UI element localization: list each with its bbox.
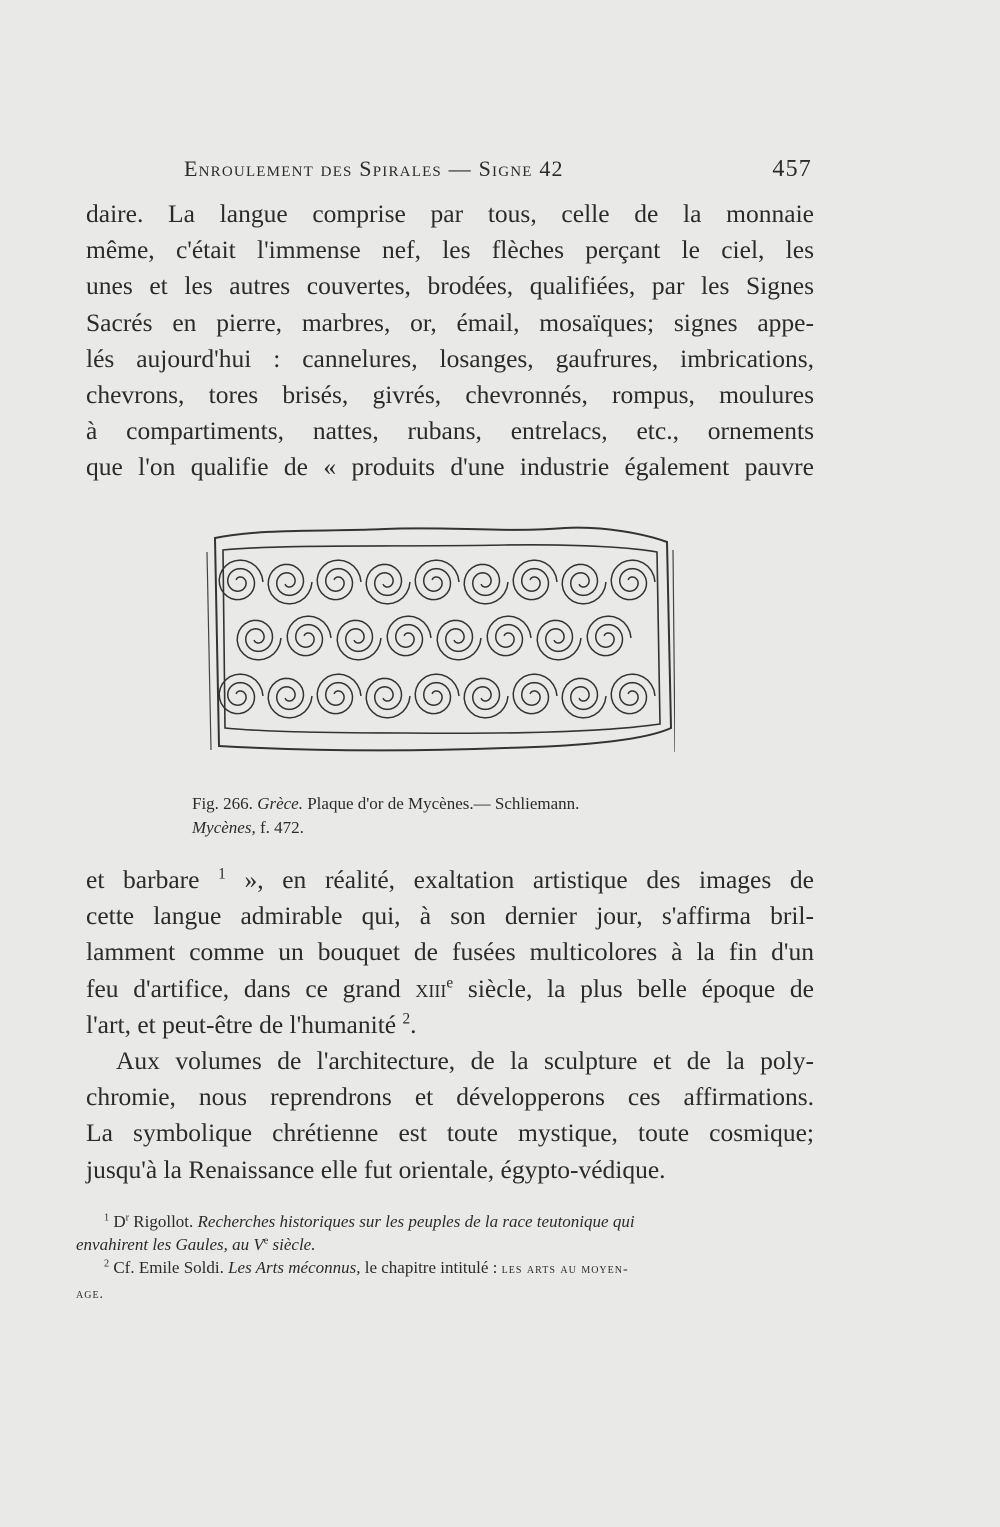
spiral-motif	[587, 616, 631, 656]
text-fragment: Cf. Emile Soldi.	[109, 1258, 229, 1277]
caption-description: Plaque d'or de Mycènes.— Schliemann.	[302, 794, 580, 813]
text-fragment: age.	[76, 1287, 105, 1302]
text-line: à compartiments, nattes, rubans, entrelacs, etc., ornements	[86, 416, 814, 446]
text-line: même, c'était l'immense nef, les flèches perçant le ciel, les	[86, 235, 814, 265]
ordinal-sup: e	[446, 974, 454, 992]
text-fragment: e	[263, 1235, 269, 1247]
text-line	[86, 971, 814, 1007]
text-line: jusqu'à la Renaissance elle fut orientale, égypto-védique.	[86, 1154, 666, 1184]
text-line: unes et les autres couvertes, brodées, qualifiées, par les Signes	[86, 271, 814, 301]
spiral-motif	[219, 560, 263, 600]
body-text-top	[86, 196, 814, 486]
spiral-motif	[611, 674, 655, 714]
text-line: chromie, nous reprendrons et développerons ces affirmations.	[86, 1082, 814, 1112]
century-numeral: xiii	[415, 973, 447, 1003]
spiral-motif	[287, 616, 331, 656]
text-fragment: l'art, et peut-être de l'humanité	[86, 1009, 403, 1039]
spiral-motif	[415, 560, 459, 600]
text-line: cette langue admirable qui, à son dernier jour, s'affirma bril-	[86, 901, 814, 931]
footnote-2	[76, 1256, 816, 1281]
text-line: chevrons, tores brisés, givrés, chevronnés, rompus, moulures	[86, 379, 814, 409]
spiral-motif	[268, 678, 312, 718]
text-fragment: D	[109, 1212, 126, 1231]
footnote-mark: 2	[104, 1258, 110, 1270]
spiral-plaque-illustration	[205, 520, 675, 765]
text-line	[86, 862, 814, 898]
spiral-motif	[337, 620, 381, 660]
text-fragment: le chapitre intitulé :	[360, 1258, 502, 1277]
spiral-motif	[317, 674, 361, 714]
text-fragment: .	[410, 1009, 417, 1039]
spiral-motif	[537, 620, 581, 660]
text-fragment: Recherches historiques sur les peuples de la race teutonique qui	[197, 1212, 635, 1231]
spiral-motif	[317, 560, 361, 600]
spiral-motif	[464, 678, 508, 718]
text-line: lés aujourd'hui : cannelures, losanges, gaufrures, imbrications,	[86, 343, 814, 373]
caption-line-2	[192, 816, 712, 840]
spiral-motif	[513, 674, 557, 714]
text-line: Aux volumes de l'architecture, de la sculpture et de la poly-	[116, 1045, 814, 1075]
footnotes	[76, 1210, 816, 1306]
footnote-mark: 1	[104, 1212, 110, 1224]
text-line: que l'on qualifie de « produits d'une industrie également pauvre	[86, 452, 814, 482]
text-line	[86, 1007, 814, 1043]
spiral-motif	[387, 616, 431, 656]
footnote-2-cont	[76, 1281, 816, 1306]
text-fragment: r	[125, 1212, 130, 1224]
text-fragment: siècle.	[268, 1235, 316, 1254]
text-fragment: feu d'artifice, dans ce grand	[86, 973, 416, 1003]
running-head	[88, 152, 812, 186]
caption-country: Grèce.	[257, 794, 303, 813]
caption-source-title: Mycènes,	[192, 818, 256, 837]
text-fragment: Les Arts méconnus,	[228, 1258, 361, 1277]
figure-caption	[192, 792, 712, 840]
footnote-1-cont	[76, 1233, 816, 1256]
text-fragment: envahirent les Gaules, au V	[76, 1235, 264, 1254]
text-fragment: siècle, la plus belle époque de	[453, 973, 814, 1003]
spiral-motif	[219, 674, 263, 714]
text-line: daire. La langue comprise par tous, celle de la monnaie	[86, 199, 814, 228]
text-fragment: Rigollot.	[129, 1212, 198, 1231]
caption-line-1	[192, 792, 712, 816]
spiral-motif	[268, 564, 312, 604]
caption-source-ref: f. 472.	[255, 818, 304, 837]
text-fragment: », en réalité, exaltation artistique des images de	[225, 865, 814, 894]
text-line: Sacrés en pierre, marbres, or, émail, mosaïques; signes appe-	[86, 307, 814, 337]
text-fragment: les arts au moyen-	[501, 1262, 629, 1277]
text-line: lamment comme un bouquet de fusées multicolores à la fin d'un	[86, 937, 814, 967]
spiral-motif	[366, 564, 410, 604]
spiral-motif	[562, 564, 606, 604]
mycenae-gold-plaque-figure	[205, 520, 675, 765]
spiral-motif	[487, 616, 531, 656]
footnote-1	[76, 1210, 816, 1233]
spiral-motif	[366, 678, 410, 718]
spiral-motif	[562, 678, 606, 718]
text-fragment: et barbare	[86, 865, 219, 894]
running-title: Enroulement des Spirales — Signe 42	[184, 156, 564, 181]
caption-label: Fig. 266.	[192, 794, 258, 813]
spiral-motif	[611, 560, 655, 600]
spiral-motif	[437, 620, 481, 660]
spiral-motif	[415, 674, 459, 714]
footnote-ref-2[interactable]: 2	[402, 1010, 411, 1028]
text-line: La symbolique chrétienne est toute mystique, toute cosmique;	[86, 1118, 814, 1148]
footnote-ref-1[interactable]: 1	[218, 865, 226, 883]
spiral-motif	[513, 560, 557, 600]
spiral-motif	[237, 620, 281, 660]
page-number: 457	[772, 156, 812, 182]
body-text-bottom	[86, 862, 814, 1188]
spiral-motif	[464, 564, 508, 604]
